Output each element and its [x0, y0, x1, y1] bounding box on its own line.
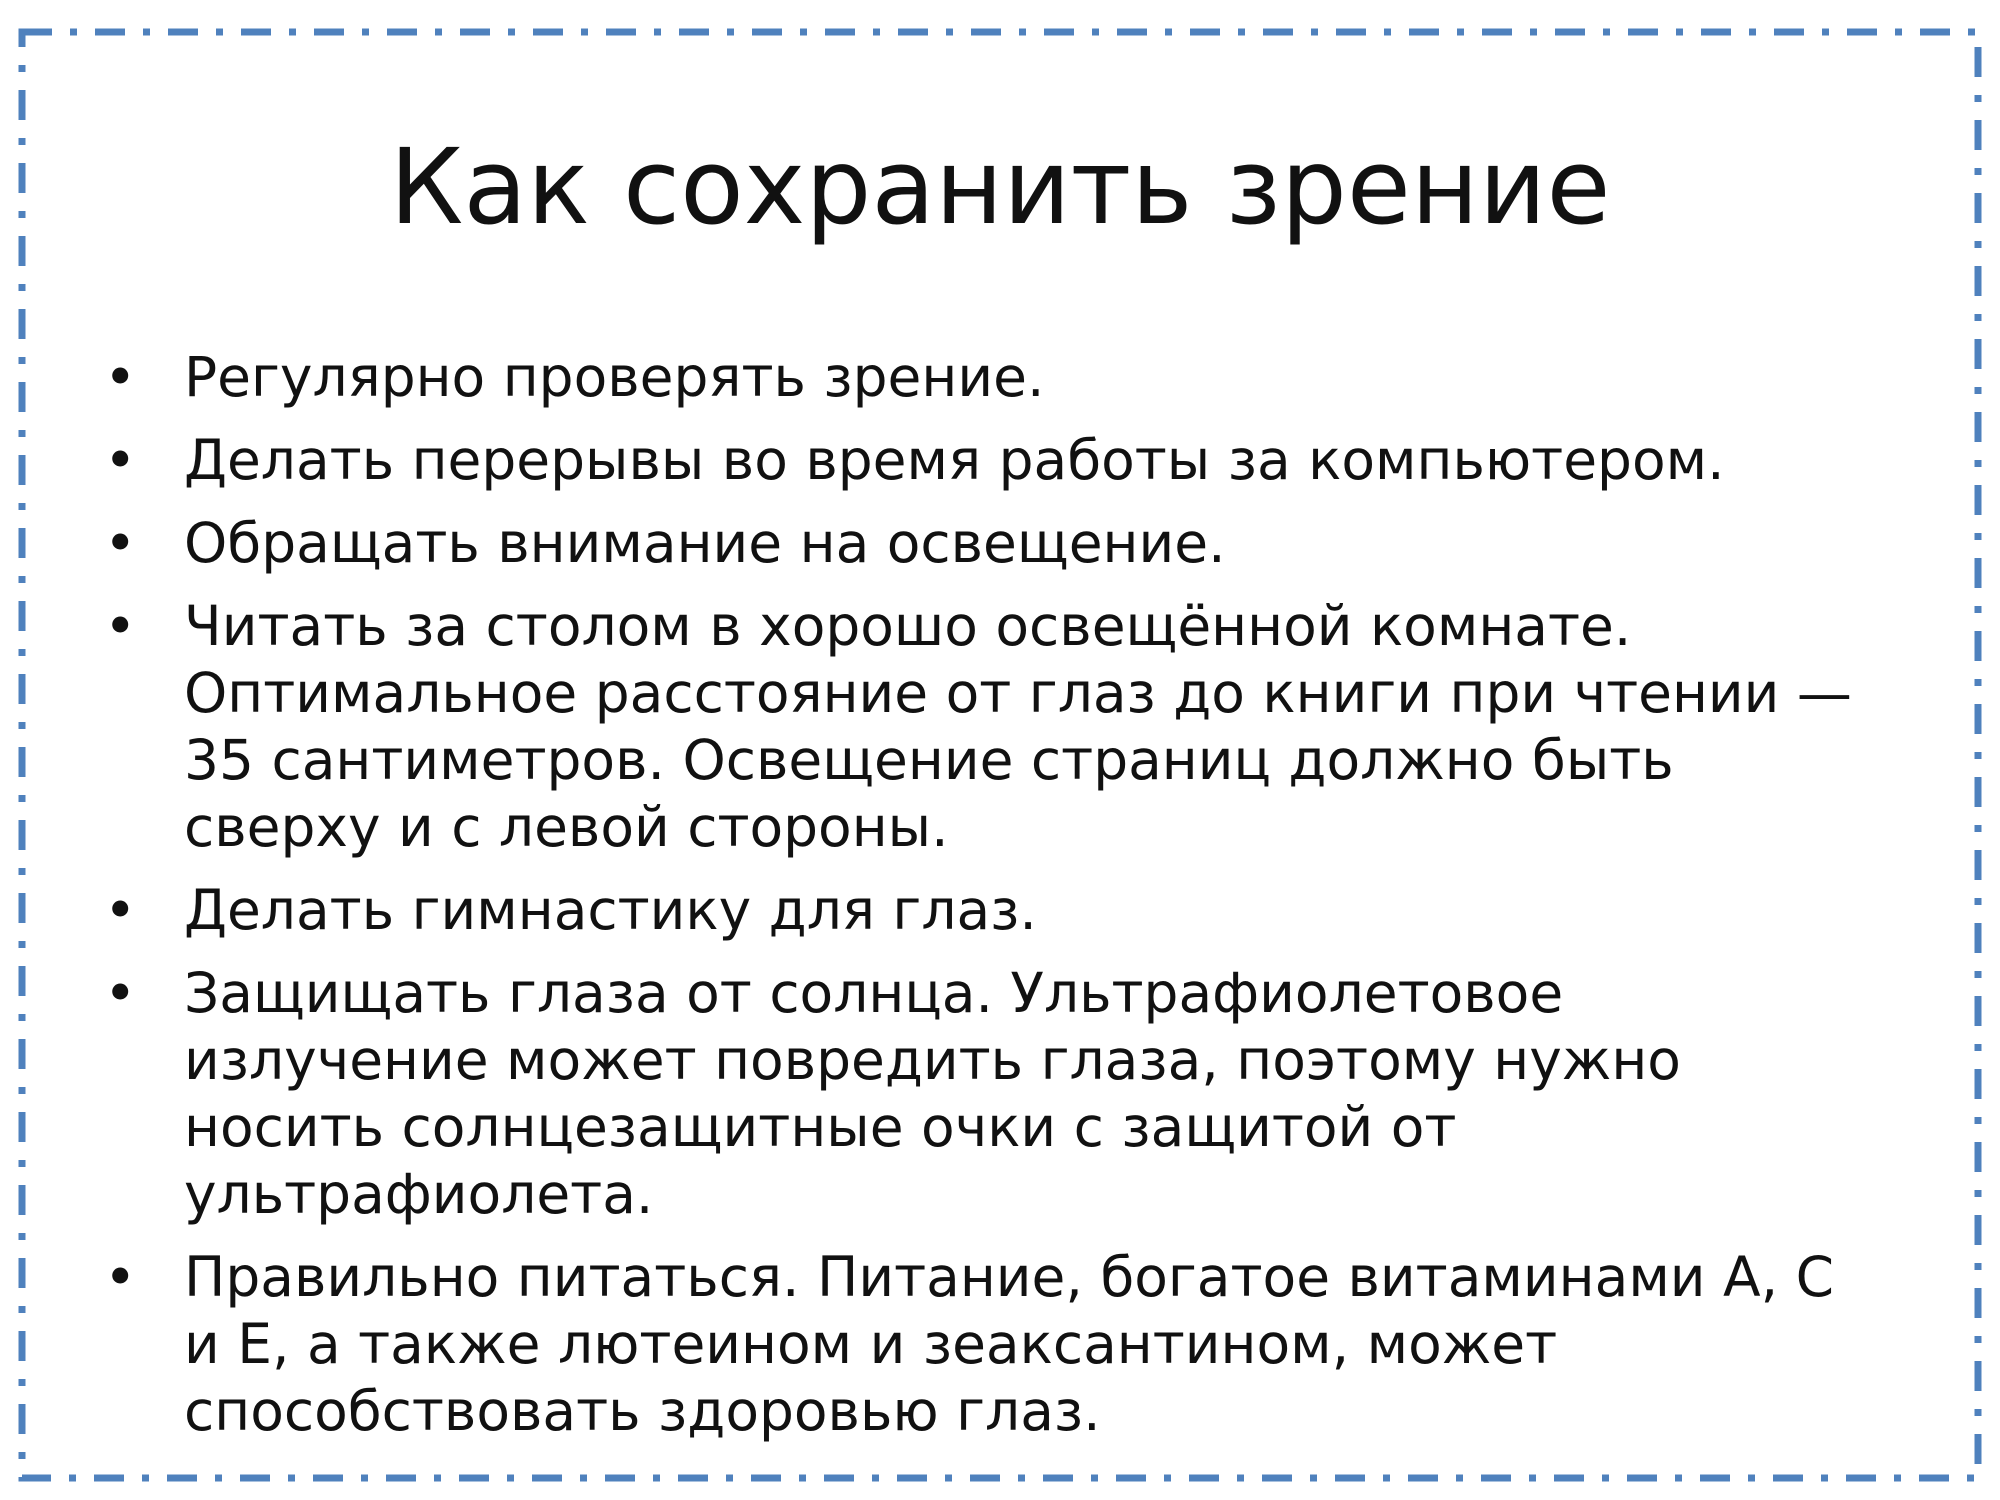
- bullet-dot: •: [104, 961, 137, 1025]
- bullet-text: Делать перерывы во время работы за компьютером.: [184, 428, 1725, 492]
- slide-title: Как сохранить зрение: [389, 126, 1611, 248]
- bullet-list: [100, 344, 1880, 1461]
- bullet-text: Делать гимнастику для глаз.: [184, 878, 1037, 942]
- bullet-text: Защищать глаза от солнца. Ультрафиолетовое излучение может повредить глаза, поэтому нужно носить солнцезащитные очки с защитой от ультрафиолета.: [184, 961, 1681, 1226]
- bullet-text: Регулярно проверять зрение.: [184, 345, 1045, 409]
- bullet-dot: •: [104, 878, 137, 942]
- bullet-item: [100, 1244, 1880, 1445]
- bullet-text: Обращать внимание на освещение.: [184, 511, 1226, 575]
- bullet-dot: •: [104, 1245, 137, 1309]
- bullet-item: [100, 593, 1880, 861]
- bullet-item: [100, 510, 1880, 577]
- bullet-item: [100, 344, 1880, 411]
- bullet-item: [100, 877, 1880, 944]
- bullet-dot: •: [104, 345, 137, 409]
- bullet-dot: •: [104, 511, 137, 575]
- bullet-item: [100, 960, 1880, 1228]
- bullet-dot: •: [104, 594, 137, 658]
- bullet-item: [100, 427, 1880, 494]
- bullet-text: Читать за столом в хорошо освещённой комнате. Оптимальное расстояние от глаз до книги при чтении — 35 сантиметров. Освещение страниц должно быть сверху и с левой стороны.: [184, 594, 1852, 859]
- bullet-text: Правильно питаться. Питание, богатое витаминами A, C и E, а также лютеином и зеаксантином, может способствовать здоровью глаз.: [184, 1245, 1835, 1443]
- bullet-dot: •: [104, 428, 137, 492]
